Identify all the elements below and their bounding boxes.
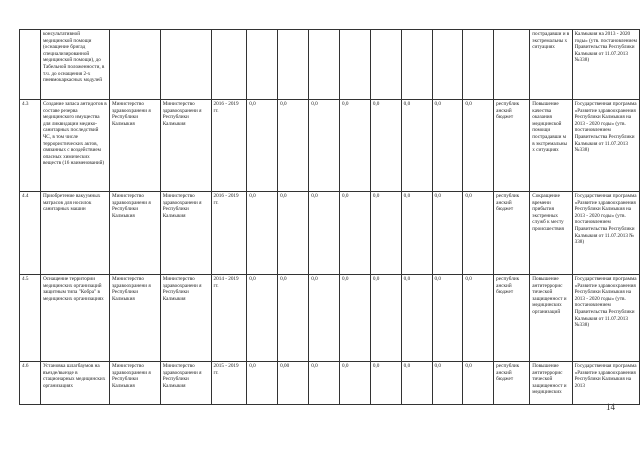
funding-value: 0,0 [432, 275, 463, 362]
table-row [20, 362, 640, 405]
period [211, 30, 247, 100]
funding-value: 0,0 [309, 362, 340, 405]
funding-value: 0,0 [340, 362, 371, 405]
funding-value [463, 30, 494, 100]
funding-value: 0,0 [309, 275, 340, 362]
row-number: 4.5 [20, 275, 41, 362]
expected-result: Повышение антитеррорис тической защищенност и медицинских организаций [530, 275, 572, 362]
funding-value: 0,0 [278, 100, 309, 192]
responsible-body: Министерство здравоохранени я Республики Калмыкия [109, 362, 160, 405]
responsible-body: Министерство здравоохранени я Республики Калмыкия [109, 192, 160, 275]
expected-result: пострадавши и в экстремальны х ситуациях [530, 30, 572, 100]
executor-body [160, 30, 211, 100]
funding-value [309, 30, 340, 100]
funding-value: 0,0 [340, 192, 371, 275]
activity-name: Оснащение территории медицинских организаций защитным типа "Кобра" в медицинских организациях [40, 275, 109, 362]
funding-value: 0,0 [309, 192, 340, 275]
executor-body: Министерство здравоохранени я Республики Калмыкия [160, 362, 211, 405]
table-row [20, 100, 640, 192]
funding-value: 0,0 [401, 100, 432, 192]
funding-value: 0,0 [370, 362, 401, 405]
row-number: 4.4 [20, 192, 41, 275]
activity-name: Установка шлагбаумов на въезде/выезде в стационарных медицинских организациях [40, 362, 109, 405]
funding-value: 0,0 [247, 275, 278, 362]
funding-value: 0,0 [463, 275, 494, 362]
period: 2015 - 2019 гг. [211, 362, 247, 405]
funding-value: 0,0 [432, 100, 463, 192]
funding-value: 0,0 [278, 275, 309, 362]
row-number: 4.6 [20, 362, 41, 405]
row-number: 4.3 [20, 100, 41, 192]
funding-value [247, 30, 278, 100]
activity-name: консультативной медицинской помощи (оснащение бригад специализированной медицинской помощи), до Табельной положенности, в т.ч. до оснащения 2-х пневмокаркасных модулей [40, 30, 109, 100]
program-table [19, 29, 640, 405]
executor-body: Министерство здравоохранени я Республики Калмыкия [160, 275, 211, 362]
funding-value: 0,00 [278, 362, 309, 405]
funding-value [432, 30, 463, 100]
funding-source: республик анский бюджет [494, 100, 530, 192]
funding-value: 0,0 [463, 100, 494, 192]
funding-value: 0,0 [463, 192, 494, 275]
funding-source [494, 30, 530, 100]
funding-value [370, 30, 401, 100]
period: 2016 - 2019 гг. [211, 100, 247, 192]
program-reference: Государственная программа «Развитие здравоохранения Республики Калмыкия на 2013 [572, 362, 639, 405]
funding-value: 0,0 [340, 100, 371, 192]
table-row [20, 192, 640, 275]
funding-source: республик анский бюджет [494, 362, 530, 405]
responsible-body: Министерство здравоохранени я Республики Калмыкия [109, 100, 160, 192]
executor-body: Министерство здравоохранени я Республики Калмыкия [160, 100, 211, 192]
expected-result: Повышение антитеррорис тической защищенност и медицинских [530, 362, 572, 405]
funding-value: 0,0 [432, 362, 463, 405]
responsible-body [109, 30, 160, 100]
program-reference: Государственная программа «Развитие здравоохранения Республики Калмыкия на 2013 - 2020 годы» (утв. постановлением Правительства Республики Калмыкия от 11.07.2013 № 338) [572, 192, 639, 275]
row-number [20, 30, 41, 100]
program-reference: Государственная программа «Развитие здравоохранения Республики Калмыкия на 2013 - 2020 годы» (утв. постановлением Правительства Республики Калмыкия от 11.07.2013 №338) [572, 275, 639, 362]
program-reference: Государственная программа «Развитие здравоохранения Республики Калмыкия на 2013 - 2020 годы» (утв. постановлением Правительства Республики Калмыкия от 11.07.2013 №338) [572, 100, 639, 192]
funding-value: 0,0 [401, 275, 432, 362]
funding-value [278, 30, 309, 100]
table-row [20, 275, 640, 362]
page-number: 14 [606, 402, 615, 412]
funding-value: 0,0 [401, 192, 432, 275]
activity-name: Создание запаса антидотов в составе резерва медицинского имущества для ликвидации медико-санитарных последствий ЧС, в том числе террористических актов, связанных с воздействием опасных химических веществ (16 наименований) [40, 100, 109, 192]
table-row [20, 30, 640, 100]
funding-value: 0,0 [247, 362, 278, 405]
funding-value [401, 30, 432, 100]
funding-source: республик анский бюджет [494, 275, 530, 362]
funding-source: республик анский бюджет [494, 192, 530, 275]
funding-value: 0,0 [278, 192, 309, 275]
funding-value: 0,0 [247, 100, 278, 192]
funding-value: 0,0 [370, 100, 401, 192]
funding-value [340, 30, 371, 100]
funding-value: 0,0 [340, 275, 371, 362]
expected-result: Повышение качества оказания медицинской помощи пострадавши м в экстремальны х ситуациях [530, 100, 572, 192]
funding-value: 0,0 [309, 100, 340, 192]
funding-value: 0,0 [463, 362, 494, 405]
expected-result: Сокращение времени прибытия экстренных служб к месту происшествия [530, 192, 572, 275]
period: 2014 - 2019 гг. [211, 275, 247, 362]
period: 2016 - 2019 гг. [211, 192, 247, 275]
responsible-body: Министерство здравоохранени я Республики Калмыкия [109, 275, 160, 362]
funding-value: 0,0 [247, 192, 278, 275]
program-reference: Калмыкия на 2013 - 2020 годы» (утв. постановлением Правительства Республики Калмыкия от 11.07.2013 №338) [572, 30, 639, 100]
funding-value: 0,0 [370, 192, 401, 275]
funding-value: 0,0 [370, 275, 401, 362]
executor-body: Министерство здравоохранени я Республики Калмыкия [160, 192, 211, 275]
funding-value: 0,0 [432, 192, 463, 275]
funding-value: 0,0 [401, 362, 432, 405]
table-body [20, 30, 640, 405]
activity-name: Приобретение вакуумных матрасов для носилок санитарных машин [40, 192, 109, 275]
